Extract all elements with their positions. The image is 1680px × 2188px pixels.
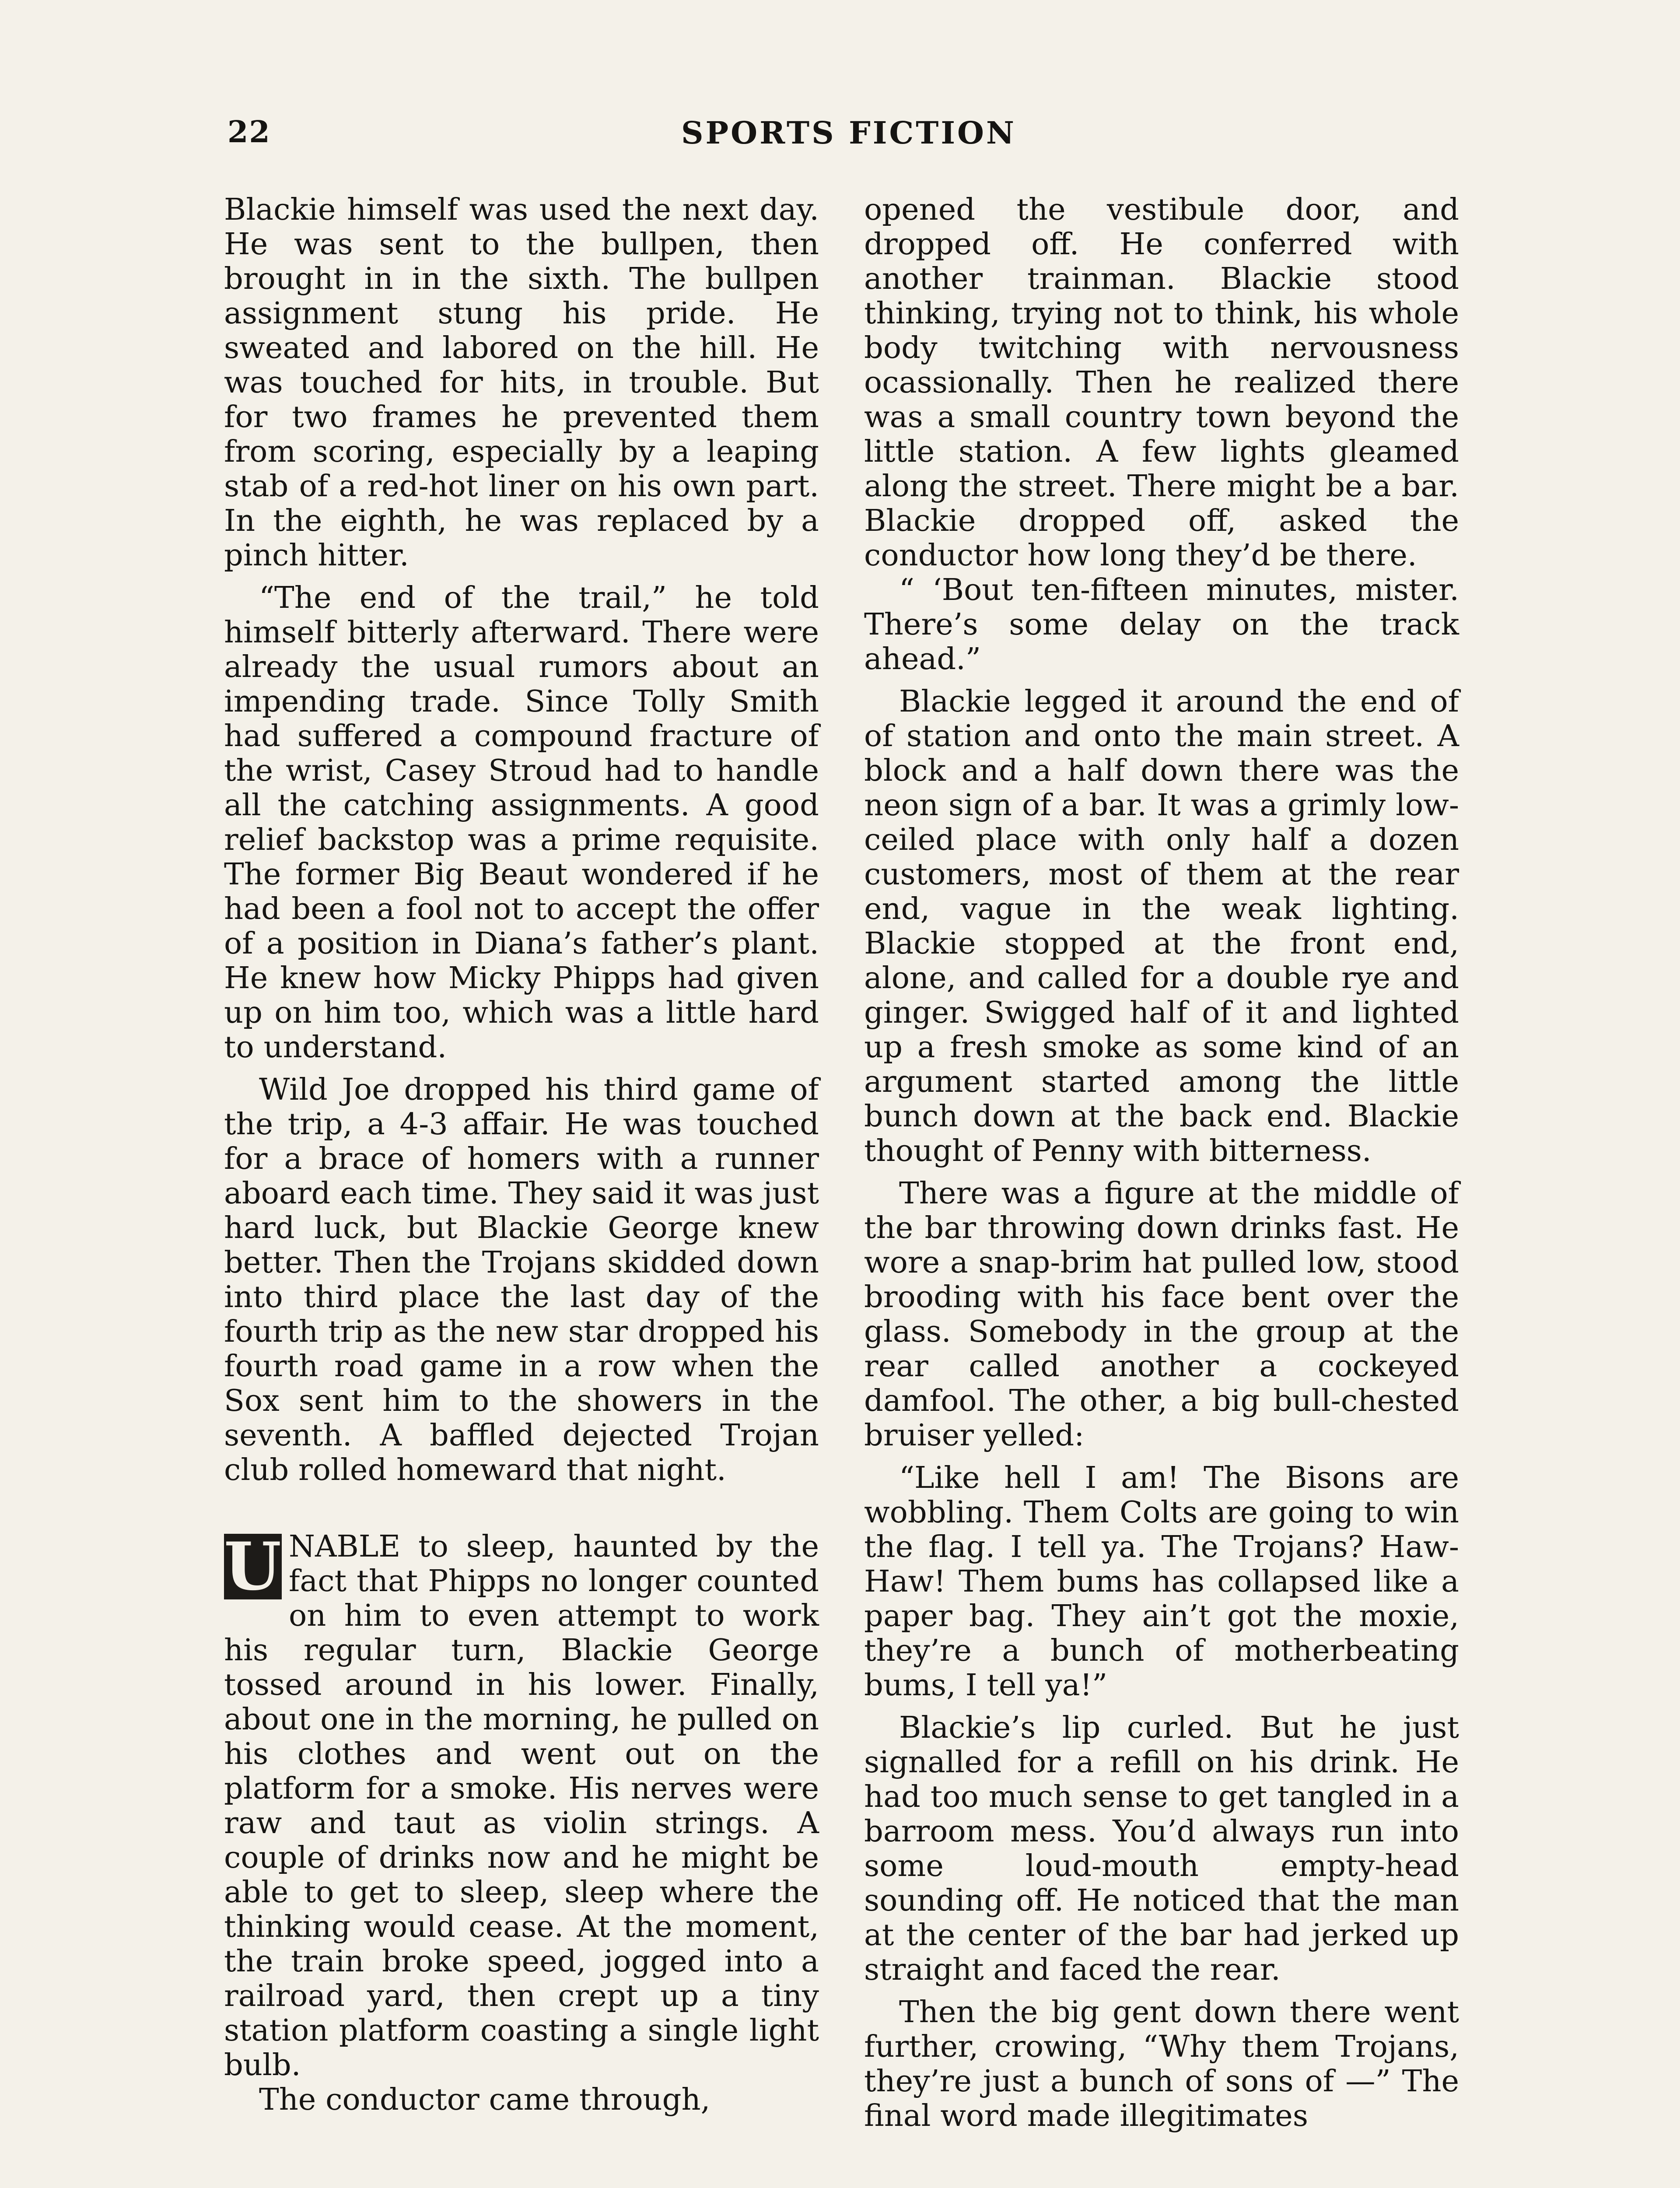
section-break: [224, 1495, 819, 1529]
right-column: [864, 193, 1459, 2141]
paragraph: Blackie legged it around the end of of station and onto the main street. A block and a half down there was the neon sign of a bar. It was a grimly low-ceiled place with only half a dozen customers, most of them at the rear end, vague in the weak lighting. Blackie stopped at the front end, alone, and called for a double rye and ginger. Swigged half of it and lighted up a fresh smoke as some kind of an argument started among the little bunch down at the back end. Blackie thought of Penny with bitterness.: [864, 684, 1459, 1168]
dropcap-paragraph: [224, 1529, 819, 2083]
paragraph-text: NABLE to sleep, haunted by the fact that Phipps no longer counted on him to even attempt to work his regular turn, Blackie George tossed around in his lower. Finally, about one in the morning, he pulled on his clothes and went out on the platform for a smoke. His nerves were raw and taut as violin strings. A couple of drinks now and he might be able to get to sleep, sleep where the thinking would cease. At the moment, the train broke speed, jogged into a railroad yard, then crept up a tiny station platform coasting a single light bulb.: [224, 1529, 819, 2083]
magazine-title: SPORTS FICTION: [681, 115, 1017, 151]
paragraph: “Like hell I am! The Bisons are wobbling. Them Colts are going to win the flag. I tell ya. The Trojans? Haw-Haw! Them bums has collapsed like a paper bag. They ain’t got the moxie, they’re a bunch of motherbeating bums, I tell ya!”: [864, 1460, 1459, 1703]
paragraph: opened the vestibule door, and dropped off. He conferred with another trainman. Blackie stood thinking, trying not to think, his whole body twitching with nervousness ocassionally. Then he realized there was a small country town beyond the little station. A few lights gleamed along the street. There might be a bar. Blackie dropped off, asked the conductor how long they’d be there.: [864, 192, 1459, 573]
left-column: [224, 193, 819, 2125]
page-header: [228, 115, 1470, 163]
paragraph: There was a figure at the middle of the bar throwing down drinks fast. He wore a snap-brim hat pulled low, stood brooding with his face bent over the glass. Somebody in the group at the rear called another a cockeyed damfool. The other, a big bull-chested bruiser yelled:: [864, 1176, 1459, 1453]
paragraph: “ ‘Bout ten-fifteen minutes, mister. There’s some delay on the track ahead.”: [864, 572, 1459, 677]
paragraph: “The end of the trail,” he told himself bitterly afterward. There were already the usual rumors about an impending trade. Since Tolly Smith had suffered a compound fracture of the wrist, Casey Stroud had to handle all the catching assignments. A good relief backstop was a prime requisite. The former Big Beaut wondered if he had been a fool not to accept the offer of a position in Diana’s father’s plant. He knew how Micky Phipps had given up on him too, which was a little hard to understand.: [224, 580, 819, 1065]
drop-cap-letter: U: [224, 1534, 281, 1599]
paragraph: Then the big gent down there went further, crowing, “Why them Trojans, they’re just a bunch of sons of —” The final word made illegitimates: [864, 1995, 1459, 2133]
paragraph: Wild Joe dropped his third game of the trip, a 4-3 affair. He was touched for a brace of homers with a runner aboard each time. They said it was just hard luck, but Blackie George knew better. Then the Trojans skidded down into third place the last day of the fourth trip as the new star dropped his fourth road game in a row when the Sox sent him to the showers in the seventh. A baffled dejected Trojan club rolled homeward that night.: [224, 1072, 819, 1487]
paragraph: The conductor came through,: [259, 2082, 710, 2117]
paragraph: Blackie himself was used the next day. He was sent to the bullpen, then brought in in the sixth. The bullpen assignment stung his pride. He sweated and labored on the hill. He was touched for hits, in trouble. But for two frames he prevented them from scoring, especially by a leaping stab of a red-hot liner on his own part. In the eighth, he was replaced by a pinch hitter.: [224, 192, 819, 573]
paragraph: Blackie’s lip curled. But he just signalled for a refill on his drink. He had too much sense to get tangled in a barroom mess. You’d always run into some loud-mouth empty-head sounding off. He noticed that the man at the center of the bar had jerked up straight and faced the rear.: [864, 1710, 1459, 1987]
page-number: 22: [228, 115, 271, 150]
